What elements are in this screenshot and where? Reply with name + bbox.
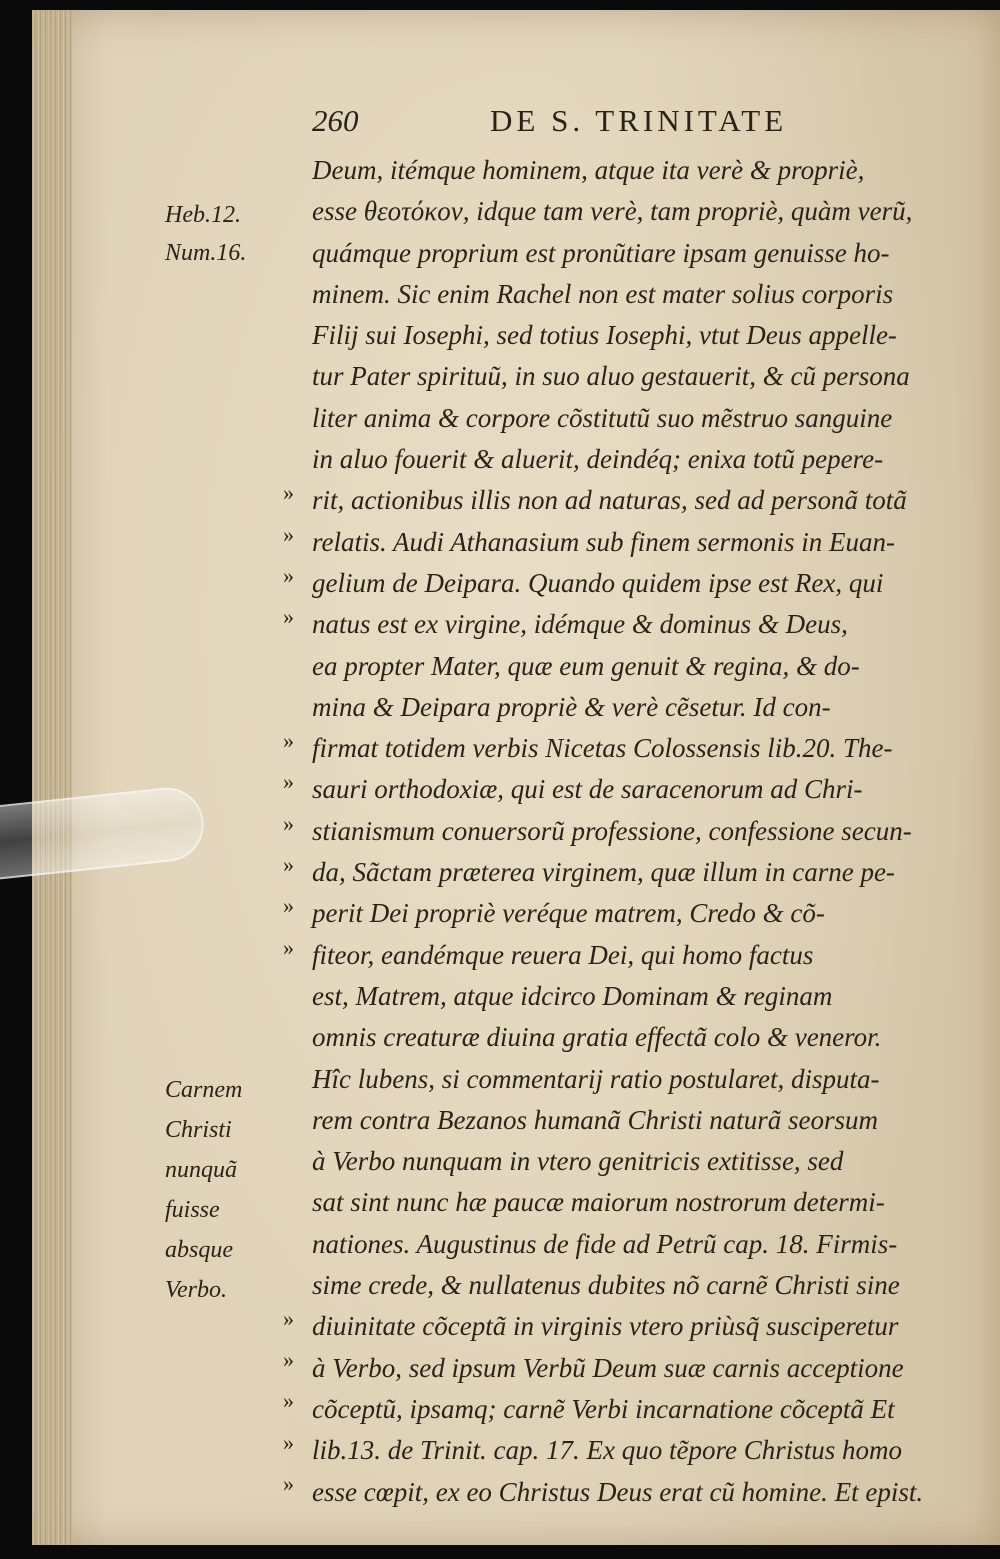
page-number: 260 xyxy=(312,103,359,138)
quote-mark: » xyxy=(283,1347,294,1372)
text-line: esse cœpit, ex eo Christus Deus erat cũ homine. Et epist. xyxy=(312,1476,924,1507)
text-line: perit Dei propriè veréque matrem, Credo & cõ- xyxy=(312,898,825,929)
text-line: da, Sãctam præterea virginem, quæ illum in carne pe- xyxy=(312,857,895,888)
margin-note-line: absque xyxy=(165,1237,233,1263)
quote-mark: » xyxy=(283,604,294,629)
margin-note-line: fuisse xyxy=(165,1197,220,1223)
text-line: à Verbo nunquam in vtero genitricis extitisse, sed xyxy=(312,1146,844,1177)
margin-references xyxy=(165,196,275,272)
quote-mark: » xyxy=(283,522,294,547)
text-line: gelium de Deipara. Quando quidem ipse est Rex, qui xyxy=(312,567,884,598)
text-line: est, Matrem, atque idcirco Dominam & reginam xyxy=(312,980,833,1011)
quote-mark: » xyxy=(283,935,294,960)
quote-mark: » xyxy=(283,811,294,836)
quote-mark: » xyxy=(283,1306,294,1331)
margin-note xyxy=(165,1070,275,1310)
margin-ref: Heb.12. xyxy=(165,202,241,228)
text-line: fiteor, eandémque reuera Dei, qui homo factus xyxy=(312,939,814,970)
page-title: DE S. TRINITATE xyxy=(490,103,788,138)
text-line: nationes. Augustinus de fide ad Petrũ cap. 18. Firmis- xyxy=(312,1228,898,1259)
text-line: ea propter Mater, quæ eum genuit & regina, & do- xyxy=(312,650,860,681)
text-line: relatis. Audi Athanasium sub finem sermonis in Euan- xyxy=(312,526,896,557)
quote-mark: » xyxy=(283,728,294,753)
text-line: quámque proprium est pronũtiare ipsam genuisse ho- xyxy=(312,237,890,268)
text-line: cõceptũ, ipsamq; carnẽ Verbi incarnatione cõceptã Et xyxy=(312,1393,895,1424)
text-line: stianismum conuersorũ professione, confessione secun- xyxy=(312,815,912,846)
text-line: diuinitate cõceptã in virginis vtero priùsq̃ susciperetur xyxy=(312,1311,899,1342)
quote-mark: » xyxy=(283,893,294,918)
quote-mark: » xyxy=(283,769,294,794)
margin-note-line: Carnem xyxy=(165,1077,243,1103)
text-line: in aluo fouerit & aluerit, deindéq; enixa totũ pepere- xyxy=(312,444,884,475)
text-line: sime crede, & nullatenus dubites nõ carnẽ Christi sine xyxy=(312,1270,900,1301)
quote-mark: » xyxy=(283,1388,294,1413)
text-line: Deum, itémque hominem, atque ita verè & propriè, xyxy=(312,155,865,185)
text-line: omnis creaturæ diuina gratia effectã colo & veneror. xyxy=(312,1022,882,1053)
text-line: lib.13. de Trinit. cap. 17. Ex quo tẽpore Christus homo xyxy=(312,1435,902,1466)
quote-mark: » xyxy=(283,563,294,588)
text-line: natus est ex virgine, idémque & dominus & Deus, xyxy=(312,609,848,640)
text-line: mina & Deipara propriè & verè cẽsetur. Id con- xyxy=(312,691,831,722)
quote-mark: » xyxy=(283,852,294,877)
running-head xyxy=(312,103,852,143)
text-line: sauri orthodoxiæ, qui est de saracenorum ad Chri- xyxy=(312,774,863,805)
text-line: sat sint nunc hæ paucæ maiorum nostrorum determi- xyxy=(312,1187,885,1218)
margin-note-line: nunquã xyxy=(165,1157,237,1183)
text-line: tur Pater spirituũ, in suo aluo gestauerit, & cũ persona xyxy=(312,361,910,392)
page-edges xyxy=(32,10,72,1545)
margin-ref: Num.16. xyxy=(165,240,247,266)
text-line: firmat totidem verbis Nicetas Colossensis lib.20. The- xyxy=(312,733,893,764)
margin-note-line: Verbo. xyxy=(165,1277,227,1303)
body-text xyxy=(312,150,962,1513)
text-line: Filij sui Iosephi, sed totius Iosephi, vtut Deus appelle- xyxy=(312,320,897,351)
quote-mark: » xyxy=(283,480,294,505)
text-line: rit, actionibus illis non ad naturas, sed ad personã totã xyxy=(312,485,907,516)
text-line: esse θεοτόκον, idque tam verè, tam propriè, quàm verũ, xyxy=(312,196,913,227)
text-line: rem contra Bezanos humanã Christi naturã seorsum xyxy=(312,1104,879,1135)
margin-note-line: Christi xyxy=(165,1117,232,1143)
text-line: Hîc lubens, si commentarij ratio postularet, disputa- xyxy=(312,1063,880,1094)
text-line: à Verbo, sed ipsum Verbũ Deum suæ carnis acceptione xyxy=(312,1352,904,1383)
quote-mark: » xyxy=(283,1430,294,1455)
quote-mark: » xyxy=(283,1471,294,1496)
text-line: minem. Sic enim Rachel non est mater solius corporis xyxy=(312,278,894,309)
text-line: liter anima & corpore cõstitutũ suo mẽstruo sanguine xyxy=(312,402,893,433)
